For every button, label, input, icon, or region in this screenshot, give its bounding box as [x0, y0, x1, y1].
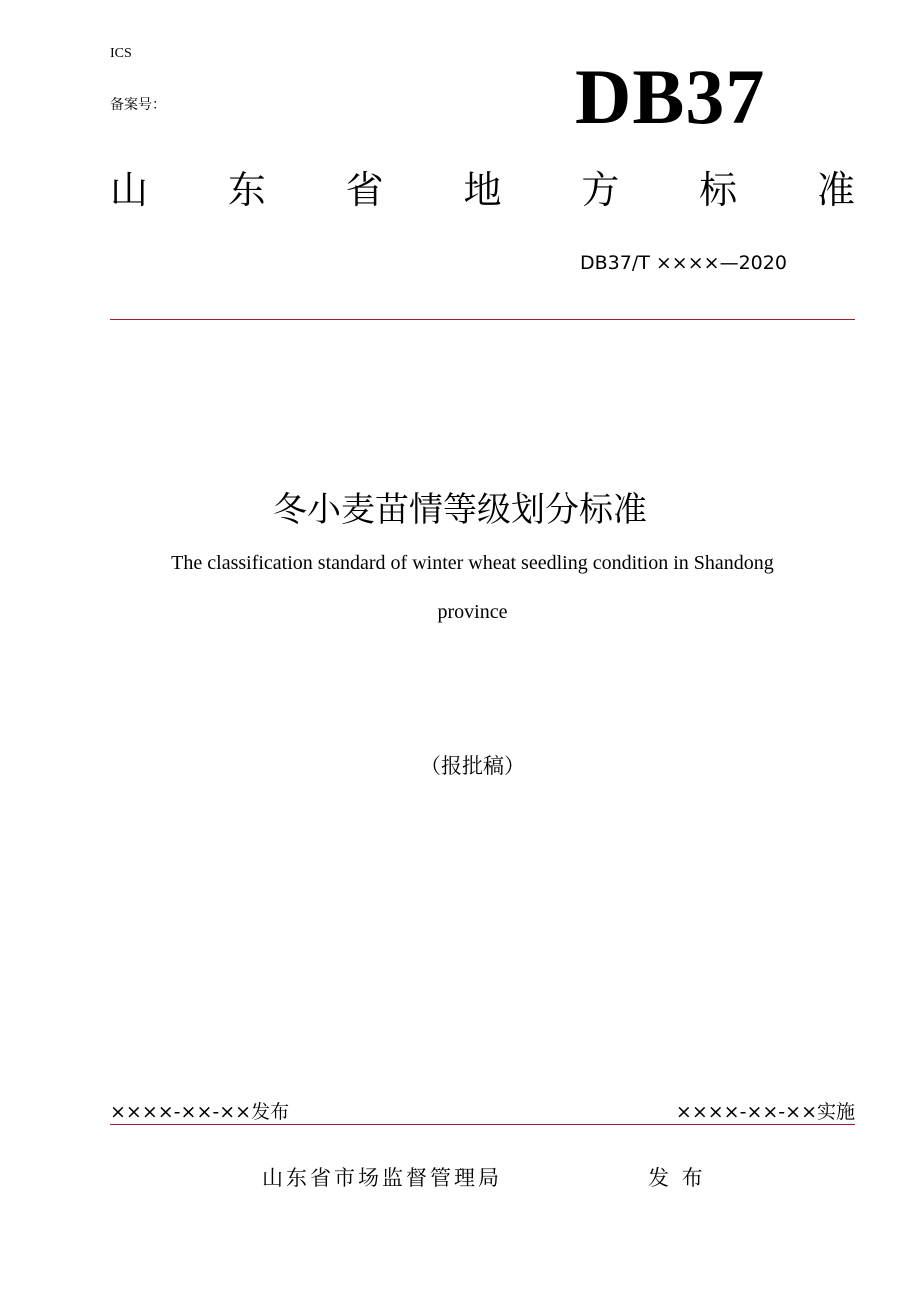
standard-code: DB37 — [575, 53, 766, 140]
header-divider — [110, 319, 855, 320]
standard-number: DB37/T ××××—2020 — [580, 252, 787, 274]
standard-type-char: 东 — [227, 168, 266, 212]
ics-label: ICS — [110, 46, 132, 61]
document-title-chinese: 冬小麦苗情等级划分标准 — [273, 490, 647, 530]
document-title-english-line1: The classification standard of winter wheat seedling condition in Shandong — [171, 552, 774, 574]
standard-type-char: 准 — [816, 168, 855, 212]
standard-type-char: 方 — [581, 168, 620, 212]
draft-status: （报批稿） — [420, 754, 525, 778]
issue-label: 发 布 — [648, 1166, 706, 1190]
standard-type-char: 省 — [345, 168, 384, 212]
standard-type-heading — [110, 170, 855, 212]
issuing-authority: 山东省市场监督管理局 — [262, 1166, 502, 1190]
footer-divider — [110, 1124, 855, 1125]
standard-type-char: 山 — [110, 168, 149, 212]
standard-type-char: 标 — [699, 168, 738, 212]
filing-number-label: 备案号： — [110, 97, 166, 113]
document-title-english-line2: province — [437, 601, 508, 623]
standard-type-char: 地 — [463, 168, 502, 212]
implement-date: ××××-××-××实施 — [675, 1101, 855, 1123]
publish-date: ××××-××-××发布 — [110, 1101, 290, 1123]
